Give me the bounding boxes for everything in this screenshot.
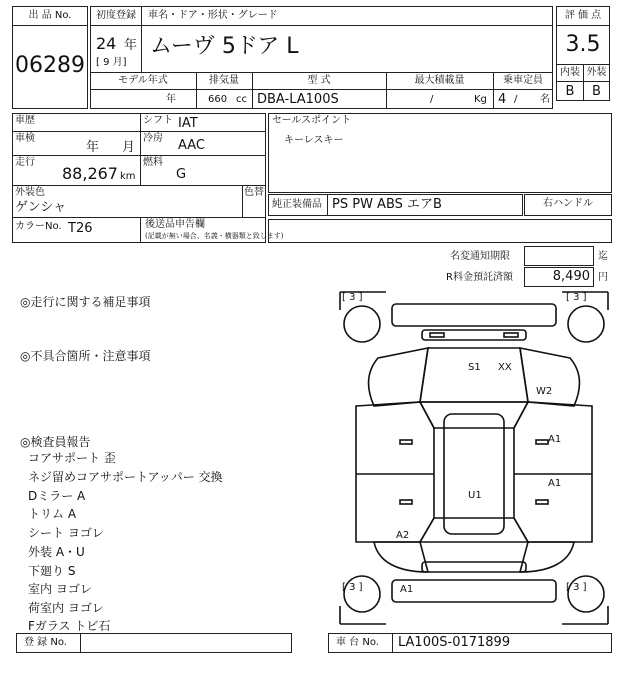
inspection-label: 車検 <box>15 133 35 144</box>
recycle-value: 8,490 <box>552 269 590 284</box>
chassis-divider <box>392 633 393 653</box>
col-divider <box>140 113 141 185</box>
damage-mark: XX <box>498 362 512 373</box>
inspector-item: 下廻り S <box>28 564 76 578</box>
first-reg-year-unit: 年 <box>124 38 138 53</box>
first-reg-year: 24 <box>96 34 117 53</box>
model-year-unit: 年 <box>166 94 176 105</box>
registration-divider <box>80 633 81 653</box>
recycle-label: R料金預託済額 <box>446 272 513 283</box>
damage-mark: A1 <box>400 584 414 595</box>
car-name-label: 車名・ドア・形状・グレード <box>148 10 278 21</box>
wheel <box>344 306 380 342</box>
rear-gate <box>422 562 526 572</box>
history-label: 車歴 <box>15 115 35 126</box>
row-divider <box>12 185 266 186</box>
chassis-number: LA100S-0171899 <box>398 635 511 650</box>
name-change-box <box>524 246 594 266</box>
equipment-value: PS PW ABS エアB <box>332 197 442 212</box>
interior-label: 内装 <box>560 67 580 78</box>
tire-mark: [ 3 ] <box>566 292 587 303</box>
interior-grade: B <box>565 84 575 99</box>
col-divider <box>242 185 243 217</box>
max-load-label: 最大積載量 <box>414 75 465 86</box>
inspector-item: ネジ留めコアサポートアッパー 交換 <box>28 470 223 484</box>
recycle-unit: 円 <box>598 272 608 283</box>
wheel <box>568 306 604 342</box>
right-doors <box>514 402 592 542</box>
color-no-label: カラーNo. <box>15 221 62 232</box>
left-quarter <box>374 542 428 572</box>
inspector-item: 室内 ヨゴレ <box>28 582 92 596</box>
color-change-label: 色替 <box>244 187 264 198</box>
exterior-label: 外装 <box>586 67 607 78</box>
displacement-unit: cc <box>236 94 247 105</box>
car-damage-diagram <box>338 290 610 626</box>
inspector-item: Fガラス トビ石 <box>28 619 111 633</box>
rear-bumper <box>392 580 556 602</box>
inspector-item: 荷室内 ヨゴレ <box>28 601 104 615</box>
inspector-item: トリム A <box>28 507 77 521</box>
sales-point-value: キーレスキー <box>284 135 344 146</box>
capacity-unit: 名 <box>540 94 550 105</box>
inspector-item: コアサポート 歪 <box>28 451 116 465</box>
lot-number: 06289 <box>15 53 85 78</box>
lot-label: 出 品 No. <box>28 10 72 21</box>
damage-mark: S1 <box>468 362 481 373</box>
row-divider <box>12 217 266 218</box>
tire-mark: [ 3 ] <box>342 292 363 303</box>
aftermarket-label: 後送品申告欄 <box>145 219 205 230</box>
inspection-year-unit: 年 <box>86 140 100 155</box>
inspection-month-unit: 月 <box>122 140 136 155</box>
aftermarket-note: (記載が無い場合、名義・横器類と致します) <box>145 232 284 240</box>
tire-mark: [ 3 ] <box>342 582 363 593</box>
left-fender <box>368 348 428 406</box>
damage-mark: A1 <box>548 434 562 445</box>
defects-notes-label: ◎不具合箇所・注意事項 <box>20 349 151 363</box>
score-label: 評 価 点 <box>564 10 602 21</box>
displacement-value: 660 <box>208 94 228 105</box>
damage-mark: A1 <box>548 478 562 489</box>
sales-point-label: セールスポイント <box>272 115 352 126</box>
type-label: 型 式 <box>307 75 331 86</box>
exterior-color-value: ゲンシャ <box>15 200 67 215</box>
ac-label: 冷房 <box>143 133 163 144</box>
score-value: 3.5 <box>565 32 601 57</box>
type-value: DBA-LA100S <box>257 92 339 107</box>
rear-glass <box>420 518 528 542</box>
fuel-label: 燃料 <box>143 157 163 168</box>
shift-value: IAT <box>178 116 198 131</box>
left-doors <box>356 402 434 542</box>
equipment-label: 純正装備品 <box>272 199 322 210</box>
col-divider <box>140 217 141 243</box>
equipment-extra-box <box>268 219 612 243</box>
inspector-item: シート ヨゴレ <box>28 526 104 540</box>
exterior-grade: B <box>592 84 601 99</box>
color-no-value: T26 <box>68 221 93 236</box>
row-divider <box>12 155 266 156</box>
right-quarter <box>520 542 574 572</box>
right-fender <box>520 348 580 406</box>
exterior-color-label: 外装色 <box>15 187 45 198</box>
inspector-item: Dミラー A <box>28 489 86 503</box>
roof <box>444 414 504 534</box>
damage-mark: U1 <box>468 490 482 501</box>
damage-mark: A2 <box>396 530 410 541</box>
first-reg-month: [ 9 月] <box>96 57 127 68</box>
windshield <box>420 402 528 428</box>
handle-value: 右ハンドル <box>543 198 593 209</box>
tire-mark: [ 3 ] <box>566 582 587 593</box>
max-load-sep: / <box>430 94 434 105</box>
car-name: ムーヴ 5ドア L <box>150 34 299 59</box>
capacity-sep: / <box>514 94 518 105</box>
max-load-unit: Kg <box>474 94 487 105</box>
displacement-label: 排気量 <box>209 75 239 86</box>
equipment-divider <box>327 194 328 216</box>
mileage-unit: km <box>120 171 136 182</box>
mileage-value: 88,267 <box>62 164 118 183</box>
chassis-label: 車 台 No. <box>336 637 379 648</box>
capacity-label: 乗車定員 <box>503 75 543 86</box>
front-bumper <box>392 304 556 326</box>
hood <box>420 348 528 402</box>
first-reg-label: 初度登録 <box>96 10 136 21</box>
registration-label: 登 録 No. <box>24 637 67 648</box>
inspector-item: 外装 A・U <box>28 545 85 559</box>
tire-box <box>340 606 386 624</box>
tire-box <box>562 606 608 624</box>
model-year-label: モデル年式 <box>118 75 168 86</box>
row-divider <box>12 131 266 132</box>
fuel-value: G <box>176 167 187 182</box>
mileage-label: 走行 <box>15 157 35 168</box>
driving-notes-label: ◎走行に関する補足事項 <box>20 295 151 309</box>
damage-mark: W2 <box>536 386 553 397</box>
front-grille <box>422 330 526 340</box>
shift-label: シフト <box>143 115 173 126</box>
name-change-label: 名変通知期限 <box>450 251 510 262</box>
capacity-value: 4 <box>498 92 507 107</box>
ac-value: AAC <box>178 138 205 153</box>
inspector-report-label: ◎検査員報告 <box>20 435 91 449</box>
name-change-unit: 迄 <box>598 251 608 262</box>
